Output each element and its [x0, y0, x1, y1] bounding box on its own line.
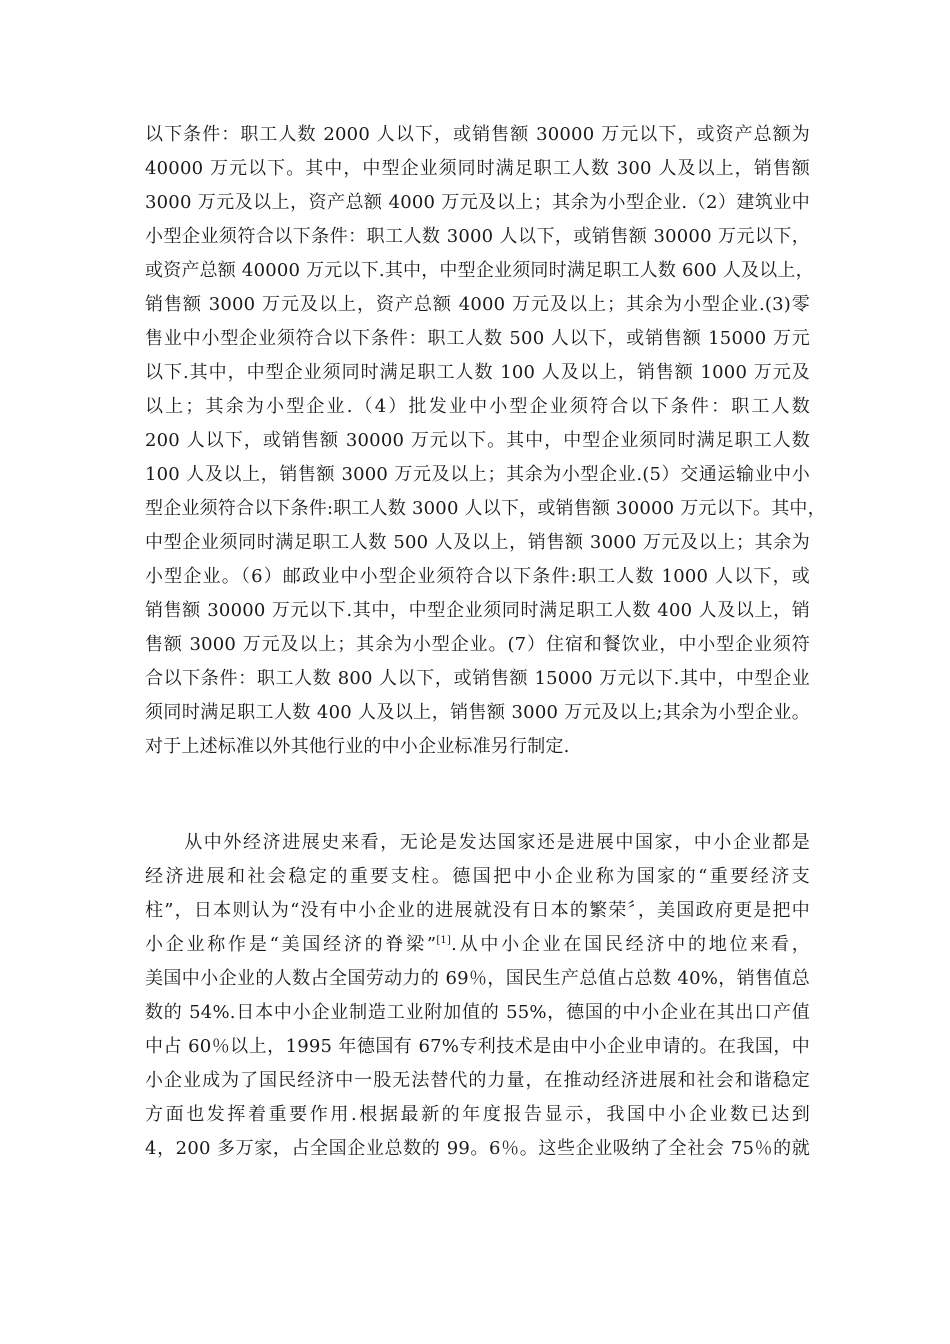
footnote-reference[interactable]: [1] — [436, 935, 452, 946]
text-line: 或资产总额 40000 万元以下.其中，中型企业须同时满足职工人数 600 人及以上， — [145, 260, 814, 281]
text-line: 40000 万元以下。其中，中型企业须同时满足职工人数 300 人及以上，销售额 — [145, 158, 810, 179]
text-line: 型企业须符合以下条件:职工人数 3000 人以下，或销售额 30000 万元以下。其中， — [145, 498, 826, 519]
text-line: 中占 60％以上，1995 年德国有 67%专利技术是由中小企业申请的。在我国，中 — [145, 1036, 810, 1057]
text-line: 柱”，日本则认为“没有中小企业的进展就没有日本的繁荣〞，美国政府更是把中 — [145, 900, 810, 921]
text-line: 须同时满足职工人数 400 人及以上，销售额 3000 万元及以上;其余为小型企业。 — [145, 702, 810, 723]
text-line: 以下条件：职工人数 2000 人以下，或销售额 30000 万元以下，或资产总额为 — [145, 124, 810, 145]
text-line: 对于上述标准以外其他行业的中小企业标准另行制定. — [145, 736, 570, 757]
text-line: 售业中小型企业须符合以下条件：职工人数 500 人以下，或销售额 15000 万元 — [145, 328, 810, 349]
text-line: 200 人以下，或销售额 30000 万元以下。其中，中型企业须同时满足职工人数 — [145, 430, 810, 451]
text-line: 小型企业。（6）邮政业中小型企业须符合以下条件:职工人数 1000 人以下，或 — [145, 566, 810, 587]
text-line-with-footnote — [145, 928, 810, 962]
text-line: 数的 54%.日本中小企业制造工业附加值的 55%，德国的中小企业在其出口产值 — [145, 1002, 810, 1023]
text-line: 以上；其余为小型企业.（4）批发业中小型企业须符合以下条件：职工人数 — [145, 396, 810, 417]
paragraph-enterprise-standards — [145, 118, 826, 764]
text-line: 方面也发挥着重要作用.根据最新的年度报告显示，我国中小企业数已达到 — [145, 1104, 810, 1125]
paragraph-economic-role — [145, 826, 810, 1166]
text-line: 合以下条件：职工人数 800 人以下，或销售额 15000 万元以下.其中，中型企业 — [145, 668, 810, 689]
text-line: 销售额 3000 万元及以上，资产总额 4000 万元及以上；其余为小型企业.(3)零 — [145, 294, 810, 315]
text-line: 从中外经济进展史来看，无论是发达国家还是进展中国家，中小企业都是 — [145, 832, 810, 853]
text-segment: 小企业称作是“美国经济的脊梁” — [145, 934, 437, 955]
text-line: 以下.其中，中型企业须同时满足职工人数 100 人及以上，销售额 1000 万元及 — [145, 362, 810, 383]
text-line: 100 人及以上，销售额 3000 万元及以上；其余为小型企业.(5）交通运输业中小 — [145, 464, 810, 485]
text-line: 销售额 30000 万元以下.其中，中型企业须同时满足职工人数 400 人及以上，销 — [145, 600, 810, 621]
text-line: 售额 3000 万元及以上；其余为小型企业。(7）住宿和餐饮业，中小型企业须符 — [145, 634, 810, 655]
text-line: 4，200 多万家，占全国企业总数的 99。6％。这些企业吸纳了全社会 75％的就 — [145, 1138, 810, 1159]
text-line: 美国中小企业的人数占全国劳动力的 69％，国民生产总值占总数 40%，销售值总 — [145, 968, 810, 989]
text-line: 小企业成为了国民经济中一股无法替代的力量，在推动经济进展和社会和谐稳定 — [145, 1070, 810, 1091]
text-line: 中型企业须同时满足职工人数 500 人及以上，销售额 3000 万元及以上；其余为 — [145, 532, 810, 553]
text-line: 经济进展和社会稳定的重要支柱。德国把中小企业称为国家的“重要经济支 — [145, 866, 810, 887]
text-segment: .从中小企业在国民经济中的地位来看， — [451, 934, 810, 955]
text-line: 小型企业须符合以下条件：职工人数 3000 人以下，或销售额 30000 万元以下， — [145, 226, 810, 247]
text-line: 3000 万元及以上，资产总额 4000 万元及以上；其余为小型企业.（2）建筑业中 — [145, 192, 810, 213]
